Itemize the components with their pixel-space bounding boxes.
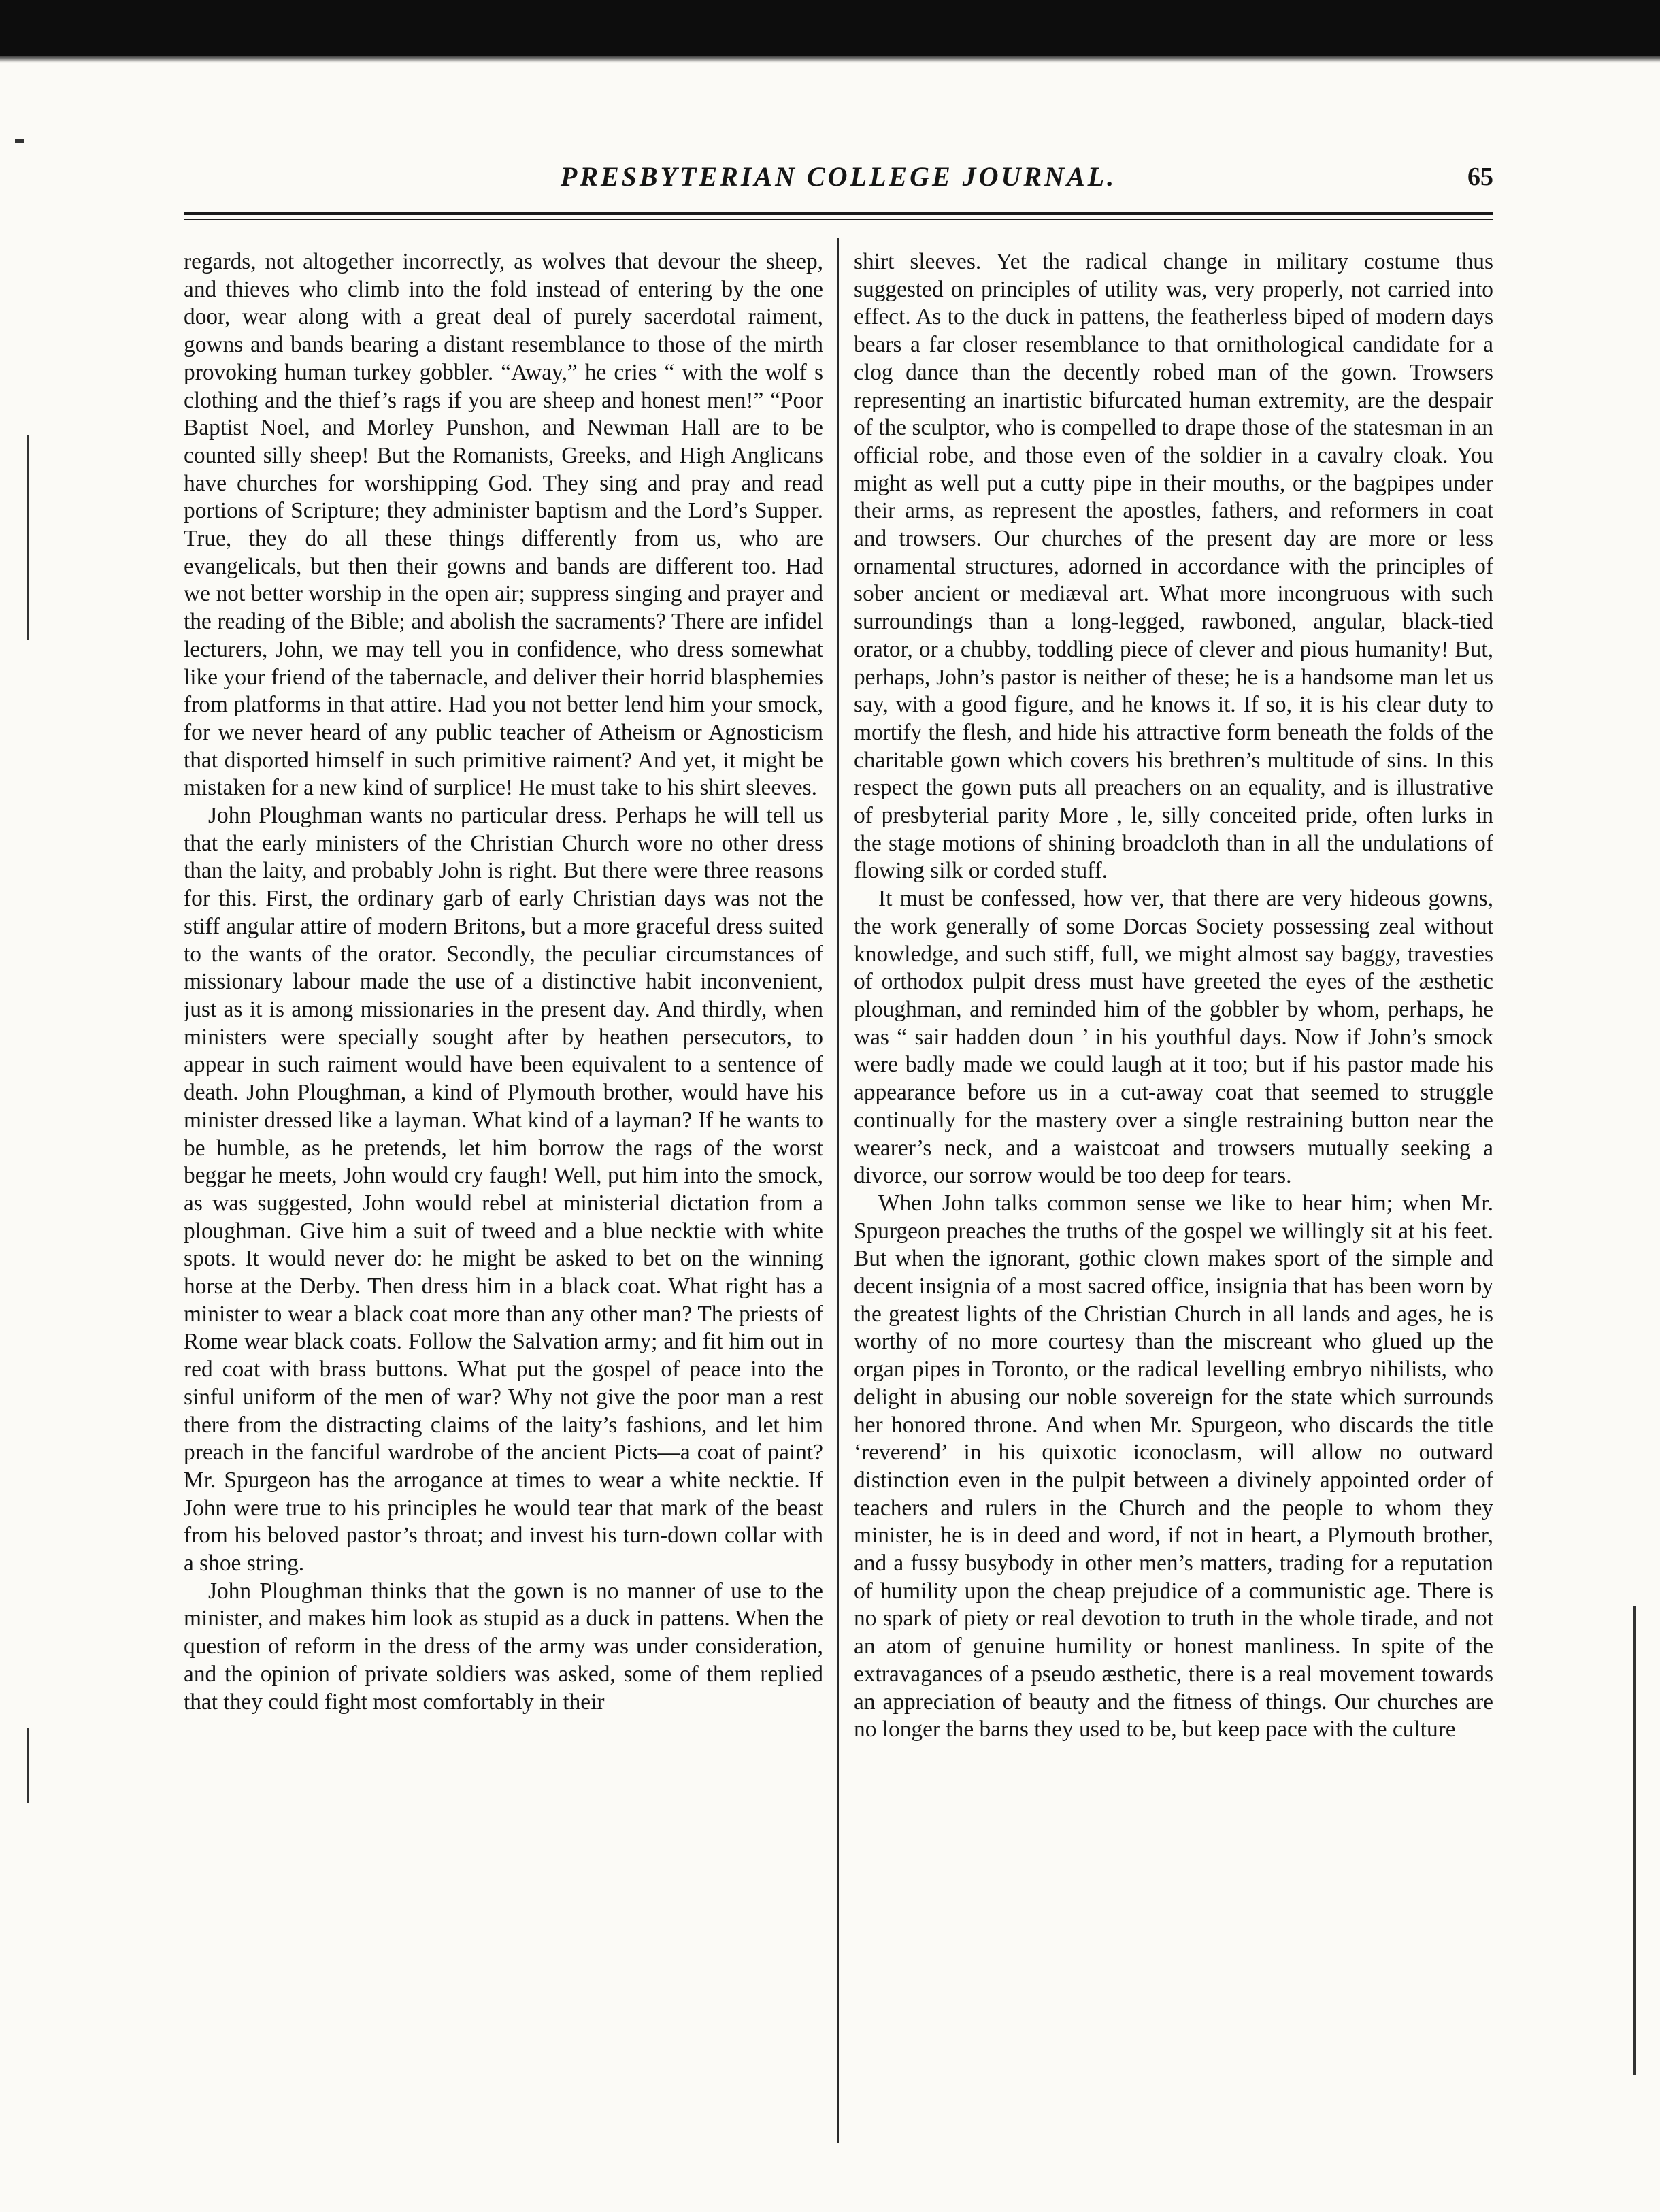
journal-title: PRESBYTERIAN COLLEGE JOURNAL. (560, 161, 1117, 192)
paragraph: shirt sleeves. Yet the radical change in military costume thus suggested on principles of utility was, very properly, not carried into effect. As to the duck in pattens, the featherless biped of modern days bears a far closer resemblance to that ornithological candidate for a clog dance than the decently robed man of the gown. Trowsers representing an inartistic bifurcated human extremity, are the despair of the sculptor, who is compelled to drape those of the statesman in an official robe, and those even of the soldier in a cavalry cloak. You might as well put a cutty pipe in their mouths, or the bagpipes under their arms, as represent the apostles, fathers, and reformers in coat and trowsers. Our churches of the present day are more or less ornamental structures, adorned in accordance with the principles of sober ancient or mediæval art. What more incongruous with such surroundings than a long-legged, rawboned, angular, black-tied orator, or a chubby, toddling piece of clever and pious humanity! But, perhaps, John’s pastor is neither of these; he is a handsome man let us say, with a good figure, and he knows it. If so, it is his clear duty to mortify the flesh, and hide his attractive form beneath the folds of the charitable gown which covers his brethren’s multitude of sins. In this respect the gown puts all preachers on an equality, and is illustrative of presbyterial parity More , le, silly conceited pride, often lurks in the stage motions of shining broadcloth than in all the undulations of flowing silk or corded stuff. (854, 249, 1493, 884)
paragraph: John Ploughman thinks that the gown is no manner of use to the minister, and makes him look as stupid as a duck in pattens. When the question of reform in the dress of the army was under consideration, and the opinion of private soldiers was asked, some of them replied that they could fight most comfortably in their (184, 1578, 823, 1715)
page-header (184, 161, 1493, 201)
left-column (184, 248, 823, 2160)
margin-mark (27, 1728, 29, 1803)
scan-top-border (0, 0, 1660, 60)
paragraph: When John talks common sense we like to hear him; when Mr. Spurgeon preaches the truths of the gospel we willingly sit at his feet. But when the ignorant, gothic clown makes sport of the simple and decent insignia of a most sacred office, insignia that has been worn by the greatest lights of the Christian Church in all lands and ages, he is worthy of no more courtesy than the miscreant who glued up the organ pipes in Toronto, or the radical levelling embryo nihilists, who delight in abusing our noble sovereign for the state which surrounds her honored throne. And when Mr. Spurgeon, who discards the title ‘reverend’ in his quixotic iconoclasm, will allow no outward distinction even in the pulpit between a divinely appointed order of teachers and rulers in the Church and the people to whom they minister, he is in deed and word, if not in heart, a Plymouth brother, and a fussy busybody in other men’s matters, trading for a reputation of humility upon the cheap prejudice of a communistic age. There is no spark of piety or real devotion to truth in the whole tirade, and not an atom of genuine humility or honest manliness. In spite of the extravagances of a pseudo æsthetic, there is a real movement towards an appreciation of beauty and the fitness of things. Our churches are no longer the barns they used to be, but keep pace with the culture (854, 1190, 1493, 1743)
paragraph: It must be confessed, how ver, that there are very hideous gowns, the work generally of some Dorcas Society possessing zeal without knowledge, and such stiff, full, we might almost say baggy, travesties of orthodox pulpit dress must have greeted the eyes of the æsthetic ploughman, and reminded him of the gobbler by whom, perhaps, he was “ sair hadden doun ’ in his youthful days. Now if John’s smock were badly made we could laugh at it too; but if his pastor made his appearance before us in a cut-away coat that seemed to struggle continually for the mastery over a single restraining button near the wearer’s neck, and a waistcoat and trowsers mutually seeking a divorce, our sorrow would be too deep for tears. (854, 886, 1493, 1189)
column-divider (837, 238, 839, 2143)
right-column (854, 248, 1493, 2160)
paragraph: regards, not altogether incorrectly, as wolves that devour the sheep, and thieves who climb into the fold instead of entering by the one door, wear along with a great deal of purely sacerdotal raiment, gowns and bands bearing a distant resemblance to those of the mirth provoking human turkey gobbler. “Away,” he cries “ with the wolf s clothing and the thief’s rags if you are sheep and honest men!” “Poor Baptist Noel, and Morley Punshon, and Newman Hall are to be counted silly sheep! But the Romanists, Greeks, and High Anglicans have churches for worshipping God. They sing and pray and read portions of Scripture; they administer baptism and the Lord’s Supper. True, they do all these things differently from us, who are evangelicals, but then their gowns and bands are different too. Had we not better worship in the open air; suppress singing and prayer and the reading of the Bible; and abolish the sacraments? There are infidel lecturers, John, we may tell you in confidence, who dress somewhat like your friend of the tabernacle, and deliver their horrid blasphemies from platforms in that attire. Had you not better lend him your smock, for we never heard of any public teacher of Atheism or Agnosticism that disported himself in such primitive raiment? And yet, it might be mistaken for a new kind of surplice! He must take to his shirt sleeves. (184, 249, 823, 801)
scan-top-border-edge (0, 56, 1660, 63)
header-rule (184, 212, 1493, 215)
paragraph: John Ploughman wants no particular dress. Perhaps he will tell us that the early ministers of the Christian Church wore no other dress than the laity, and probably John is right. But there were three reasons for this. First, the ordinary garb of early Christian days was not the stiff angular attire of modern Britons, but a more graceful dress suited to the wants of the orator. Secondly, the peculiar circumstances of missionary labour made the use of a distinctive habit inconvenient, just as it is among missionaries in the present day. And thirdly, when ministers were specially sought after by heathen persecutors, to appear in such raiment would have been equivalent to a sentence of death. John Ploughman, a kind of Plymouth brother, would have his minister dressed like a layman. What kind of a layman? If he wants to be humble, as he pretends, let him borrow the rags of the worst beggar he meets, John would cry faugh! Well, put him into the smock, as was suggested, John would rebel at ministerial dictation from a ploughman. Give him a suit of tweed and a blue necktie with white spots. It would never do: he might be asked to bet on the winning horse at the Derby. Then dress him in a black coat. What right has a minister to wear a black coat more than any other man? The priests of Rome wear black coats. Follow the Salvation army; and fit him out in red coat with brass buttons. What put the gospel of peace into the sinful uniform of the men of war? Why not give the poor man a rest there from the distracting claims of the laity’s fashions, and let him preach in the fanciful wardrobe of the ancient Picts—a coat of paint? Mr. Spurgeon has the arrogance at times to wear a white necktie. If John were true to his principles he would tear that mark of the beast from his beloved pastor’s throat; and invest his turn-down collar with a shoe string. (184, 803, 823, 1577)
margin-mark (27, 435, 29, 640)
margin-mark (15, 139, 24, 143)
margin-mark (1633, 1606, 1636, 2075)
page-number: 65 (1467, 163, 1493, 191)
header-rule-thin (184, 219, 1493, 220)
